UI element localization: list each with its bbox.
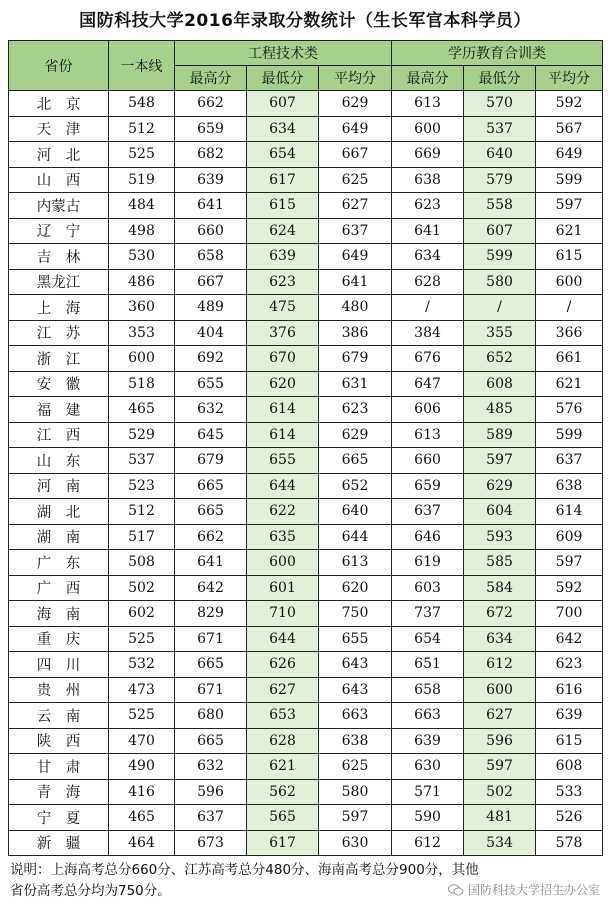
cell-eng-max: 659 <box>175 116 247 142</box>
cell-benchmark: 465 <box>109 805 175 831</box>
cell-edu-min: 629 <box>464 473 536 499</box>
cell-edu-max: 628 <box>392 269 464 295</box>
header-eng-min: 最低分 <box>247 66 319 91</box>
cell-eng-min: 634 <box>247 116 319 142</box>
cell-benchmark: 537 <box>109 448 175 474</box>
cell-edu-avg: 578 <box>536 830 603 856</box>
table-row <box>9 193 603 219</box>
table-row <box>9 499 603 525</box>
cell-province: 天 津 <box>9 116 109 142</box>
cell-eng-min: 655 <box>247 448 319 474</box>
cell-edu-max: 638 <box>392 167 464 193</box>
cell-benchmark: 490 <box>109 754 175 780</box>
cell-edu-min: / <box>464 295 536 321</box>
cell-eng-max: 671 <box>175 626 247 652</box>
cell-benchmark: 517 <box>109 524 175 550</box>
cell-eng-avg: 641 <box>319 269 392 295</box>
cell-eng-avg: 643 <box>319 652 392 678</box>
cell-benchmark: 532 <box>109 652 175 678</box>
cell-eng-min: 562 <box>247 779 319 805</box>
table-body <box>9 91 603 856</box>
cell-eng-min: 639 <box>247 244 319 270</box>
cell-edu-max: 646 <box>392 524 464 550</box>
cell-province: 陕 西 <box>9 728 109 754</box>
cell-province: 海 南 <box>9 601 109 627</box>
cell-edu-min: 597 <box>464 448 536 474</box>
cell-province: 贵 州 <box>9 677 109 703</box>
cell-eng-max: 660 <box>175 218 247 244</box>
cell-eng-max: 641 <box>175 550 247 576</box>
cell-eng-min: 376 <box>247 320 319 346</box>
cell-edu-avg: 615 <box>536 244 603 270</box>
cell-edu-max: / <box>392 295 464 321</box>
cell-edu-max: 651 <box>392 652 464 678</box>
cell-province: 内蒙古 <box>9 193 109 219</box>
cell-edu-min: 579 <box>464 167 536 193</box>
cell-edu-avg: 616 <box>536 677 603 703</box>
header-eng-max: 最高分 <box>175 66 247 91</box>
cell-eng-min: 624 <box>247 218 319 244</box>
table-header <box>9 41 603 91</box>
cell-edu-min: 355 <box>464 320 536 346</box>
cell-edu-max: 590 <box>392 805 464 831</box>
cell-benchmark: 508 <box>109 550 175 576</box>
cell-eng-min: 620 <box>247 371 319 397</box>
cell-province: 河 北 <box>9 142 109 168</box>
cell-edu-max: 663 <box>392 703 464 729</box>
cell-eng-min: 635 <box>247 524 319 550</box>
cell-edu-max: 737 <box>392 601 464 627</box>
cell-eng-avg: 649 <box>319 244 392 270</box>
cell-province: 浙 江 <box>9 346 109 372</box>
cell-province: 辽 宁 <box>9 218 109 244</box>
table-row <box>9 677 603 703</box>
cell-edu-avg: 661 <box>536 346 603 372</box>
cell-eng-avg: 649 <box>319 116 392 142</box>
cell-eng-avg: 655 <box>319 626 392 652</box>
cell-province: 山 西 <box>9 167 109 193</box>
cell-eng-avg: 631 <box>319 371 392 397</box>
cell-province: 广 西 <box>9 575 109 601</box>
table-row <box>9 448 603 474</box>
cell-benchmark: 484 <box>109 193 175 219</box>
cell-edu-avg: 366 <box>536 320 603 346</box>
cell-edu-min: 634 <box>464 626 536 652</box>
cell-eng-min: 653 <box>247 703 319 729</box>
cell-benchmark: 498 <box>109 218 175 244</box>
cell-edu-max: 384 <box>392 320 464 346</box>
header-edu-avg: 平均分 <box>536 66 603 91</box>
cell-province: 福 建 <box>9 397 109 423</box>
cell-edu-min: 607 <box>464 218 536 244</box>
table-row <box>9 575 603 601</box>
header-province: 省份 <box>9 41 109 91</box>
cell-edu-max: 654 <box>392 626 464 652</box>
cell-edu-avg: 599 <box>536 167 603 193</box>
table-row <box>9 830 603 856</box>
cell-eng-avg: 625 <box>319 754 392 780</box>
cell-edu-min: 596 <box>464 728 536 754</box>
cell-eng-avg: 679 <box>319 346 392 372</box>
cell-edu-max: 623 <box>392 193 464 219</box>
table-row <box>9 550 603 576</box>
cell-eng-max: 641 <box>175 193 247 219</box>
cell-edu-min: 589 <box>464 422 536 448</box>
cell-edu-min: 599 <box>464 244 536 270</box>
cell-benchmark: 470 <box>109 728 175 754</box>
cell-benchmark: 602 <box>109 601 175 627</box>
cell-eng-avg: 629 <box>319 422 392 448</box>
cell-benchmark: 525 <box>109 626 175 652</box>
cell-eng-min: 565 <box>247 805 319 831</box>
cell-edu-avg: 600 <box>536 269 603 295</box>
cell-benchmark: 530 <box>109 244 175 270</box>
cell-edu-max: 659 <box>392 473 464 499</box>
cell-eng-min: 617 <box>247 167 319 193</box>
cell-edu-avg: 649 <box>536 142 603 168</box>
cell-eng-max: 665 <box>175 499 247 525</box>
cell-edu-min: 597 <box>464 754 536 780</box>
cell-eng-avg: 627 <box>319 193 392 219</box>
cell-edu-max: 639 <box>392 728 464 754</box>
cell-edu-min: 627 <box>464 703 536 729</box>
cell-province: 北 京 <box>9 91 109 117</box>
table-row <box>9 703 603 729</box>
cell-edu-min: 558 <box>464 193 536 219</box>
cell-eng-avg: 663 <box>319 703 392 729</box>
table-row <box>9 652 603 678</box>
cell-edu-avg: 597 <box>536 550 603 576</box>
cell-benchmark: 529 <box>109 422 175 448</box>
header-edu-max: 最高分 <box>392 66 464 91</box>
cell-benchmark: 416 <box>109 779 175 805</box>
cell-province: 青 海 <box>9 779 109 805</box>
cell-edu-avg: 638 <box>536 473 603 499</box>
cell-benchmark: 512 <box>109 499 175 525</box>
table-row <box>9 422 603 448</box>
cell-eng-max: 404 <box>175 320 247 346</box>
cell-benchmark: 512 <box>109 116 175 142</box>
header-eng-avg: 平均分 <box>319 66 392 91</box>
cell-eng-max: 645 <box>175 422 247 448</box>
table-row <box>9 218 603 244</box>
cell-eng-avg: 580 <box>319 779 392 805</box>
table-row <box>9 779 603 805</box>
cell-eng-max: 658 <box>175 244 247 270</box>
cell-benchmark: 465 <box>109 397 175 423</box>
cell-eng-min: 627 <box>247 677 319 703</box>
cell-edu-min: 537 <box>464 116 536 142</box>
cell-eng-avg: 613 <box>319 550 392 576</box>
cell-eng-avg: 630 <box>319 830 392 856</box>
cell-benchmark: 548 <box>109 91 175 117</box>
cell-eng-min: 615 <box>247 193 319 219</box>
cell-edu-min: 570 <box>464 91 536 117</box>
cell-edu-max: 619 <box>392 550 464 576</box>
cell-eng-min: 475 <box>247 295 319 321</box>
cell-eng-avg: 386 <box>319 320 392 346</box>
cell-eng-avg: 640 <box>319 499 392 525</box>
cell-edu-avg: 526 <box>536 805 603 831</box>
cell-province: 广 东 <box>9 550 109 576</box>
cell-eng-min: 654 <box>247 142 319 168</box>
table-row <box>9 91 603 117</box>
cell-edu-avg: 614 <box>536 499 603 525</box>
cell-province: 安 徽 <box>9 371 109 397</box>
cell-edu-min: 608 <box>464 371 536 397</box>
cell-eng-max: 596 <box>175 779 247 805</box>
cell-edu-min: 584 <box>464 575 536 601</box>
cell-eng-avg: 667 <box>319 142 392 168</box>
table-row <box>9 728 603 754</box>
cell-province: 江 苏 <box>9 320 109 346</box>
cell-eng-avg: 620 <box>319 575 392 601</box>
cell-eng-min: 607 <box>247 91 319 117</box>
cell-edu-min: 585 <box>464 550 536 576</box>
cell-edu-max: 634 <box>392 244 464 270</box>
cell-edu-max: 613 <box>392 91 464 117</box>
cell-benchmark: 464 <box>109 830 175 856</box>
table-row <box>9 142 603 168</box>
cell-benchmark: 473 <box>109 677 175 703</box>
cell-edu-max: 669 <box>392 142 464 168</box>
cell-edu-max: 613 <box>392 422 464 448</box>
cell-eng-max: 632 <box>175 397 247 423</box>
cell-eng-min: 710 <box>247 601 319 627</box>
cell-province: 甘 肃 <box>9 754 109 780</box>
table-row <box>9 320 603 346</box>
table-row <box>9 244 603 270</box>
cell-eng-min: 623 <box>247 269 319 295</box>
cell-province: 上 海 <box>9 295 109 321</box>
cell-eng-avg: 750 <box>319 601 392 627</box>
cell-benchmark: 518 <box>109 371 175 397</box>
cell-eng-max: 667 <box>175 269 247 295</box>
cell-eng-max: 665 <box>175 652 247 678</box>
cell-edu-min: 580 <box>464 269 536 295</box>
cell-eng-min: 600 <box>247 550 319 576</box>
cell-eng-max: 673 <box>175 830 247 856</box>
page-title: 国防科技大学2016年录取分数统计（生长军官本科学员） <box>79 11 531 31</box>
cell-edu-min: 640 <box>464 142 536 168</box>
table-row <box>9 805 603 831</box>
cell-eng-avg: 644 <box>319 524 392 550</box>
cell-province: 新 疆 <box>9 830 109 856</box>
cell-edu-max: 641 <box>392 218 464 244</box>
cell-edu-min: 612 <box>464 652 536 678</box>
cell-eng-max: 665 <box>175 473 247 499</box>
cell-eng-max: 692 <box>175 346 247 372</box>
cell-edu-avg: 623 <box>536 652 603 678</box>
cell-edu-max: 571 <box>392 779 464 805</box>
cell-eng-min: 628 <box>247 728 319 754</box>
header-benchmark: 一本线 <box>109 41 175 91</box>
cell-edu-max: 600 <box>392 116 464 142</box>
table-row <box>9 295 603 321</box>
cell-benchmark: 353 <box>109 320 175 346</box>
cell-eng-max: 639 <box>175 167 247 193</box>
cell-eng-avg: 637 <box>319 218 392 244</box>
cell-eng-min: 644 <box>247 473 319 499</box>
table-row <box>9 346 603 372</box>
cell-province: 四 川 <box>9 652 109 678</box>
cell-edu-avg: 615 <box>536 728 603 754</box>
table-row <box>9 167 603 193</box>
cell-benchmark: 525 <box>109 703 175 729</box>
cell-edu-avg: 576 <box>536 397 603 423</box>
cell-eng-avg: 480 <box>319 295 392 321</box>
cell-province: 重 庆 <box>9 626 109 652</box>
cell-eng-min: 617 <box>247 830 319 856</box>
cell-eng-max: 680 <box>175 703 247 729</box>
cell-eng-avg: 643 <box>319 677 392 703</box>
table-row <box>9 371 603 397</box>
header-group-engineering: 工程技术类 <box>175 41 392 66</box>
cell-eng-max: 662 <box>175 524 247 550</box>
cell-edu-max: 647 <box>392 371 464 397</box>
cell-eng-min: 621 <box>247 754 319 780</box>
cell-benchmark: 502 <box>109 575 175 601</box>
cell-eng-max: 662 <box>175 91 247 117</box>
cell-eng-min: 601 <box>247 575 319 601</box>
cell-eng-max: 655 <box>175 371 247 397</box>
cell-edu-avg: 637 <box>536 448 603 474</box>
cell-province: 云 南 <box>9 703 109 729</box>
cell-edu-avg: 608 <box>536 754 603 780</box>
cell-province: 河 南 <box>9 473 109 499</box>
cell-eng-min: 626 <box>247 652 319 678</box>
cell-edu-avg: 621 <box>536 371 603 397</box>
cell-edu-avg: 609 <box>536 524 603 550</box>
table-row <box>9 397 603 423</box>
cell-benchmark: 519 <box>109 167 175 193</box>
cell-edu-min: 652 <box>464 346 536 372</box>
cell-eng-max: 632 <box>175 754 247 780</box>
footnote-line-1: 说明：上海高考总分660分、江苏高考总分480分、海南高考总分900分，其他 <box>10 862 479 878</box>
cell-edu-avg: 533 <box>536 779 603 805</box>
cell-eng-avg: 597 <box>319 805 392 831</box>
cell-edu-min: 672 <box>464 601 536 627</box>
cell-province: 湖 南 <box>9 524 109 550</box>
cell-province: 山 东 <box>9 448 109 474</box>
cell-eng-max: 665 <box>175 728 247 754</box>
cell-eng-avg: 665 <box>319 448 392 474</box>
cell-edu-max: 603 <box>392 575 464 601</box>
cell-edu-min: 485 <box>464 397 536 423</box>
cell-edu-avg: 621 <box>536 218 603 244</box>
cell-edu-min: 502 <box>464 779 536 805</box>
cell-benchmark: 486 <box>109 269 175 295</box>
cell-eng-min: 670 <box>247 346 319 372</box>
cell-benchmark: 360 <box>109 295 175 321</box>
cell-eng-min: 614 <box>247 397 319 423</box>
cell-province: 宁 夏 <box>9 805 109 831</box>
cell-edu-avg: 700 <box>536 601 603 627</box>
table-row <box>9 116 603 142</box>
cell-edu-max: 676 <box>392 346 464 372</box>
cell-edu-avg: 592 <box>536 91 603 117</box>
cell-benchmark: 523 <box>109 473 175 499</box>
footnote-line-2: 省份高考总分均为750分。 <box>10 883 171 899</box>
cell-eng-max: 829 <box>175 601 247 627</box>
header-group-education: 学历教育合训类 <box>392 41 603 66</box>
cell-eng-min: 644 <box>247 626 319 652</box>
cell-eng-min: 622 <box>247 499 319 525</box>
table-row <box>9 524 603 550</box>
table-row <box>9 626 603 652</box>
cell-edu-max: 660 <box>392 448 464 474</box>
cell-edu-min: 534 <box>464 830 536 856</box>
table-row <box>9 473 603 499</box>
cell-eng-avg: 638 <box>319 728 392 754</box>
cell-benchmark: 600 <box>109 346 175 372</box>
cell-province: 黑龙江 <box>9 269 109 295</box>
cell-province: 湖 北 <box>9 499 109 525</box>
cell-edu-min: 481 <box>464 805 536 831</box>
watermark <box>446 881 602 898</box>
cell-edu-max: 637 <box>392 499 464 525</box>
cell-edu-min: 600 <box>464 677 536 703</box>
cell-eng-max: 679 <box>175 448 247 474</box>
wechat-icon <box>448 884 464 896</box>
cell-benchmark: 525 <box>109 142 175 168</box>
cell-eng-max: 671 <box>175 677 247 703</box>
cell-eng-max: 642 <box>175 575 247 601</box>
cell-eng-avg: 623 <box>319 397 392 423</box>
cell-edu-avg: 592 <box>536 575 603 601</box>
header-edu-min: 最低分 <box>464 66 536 91</box>
cell-eng-max: 637 <box>175 805 247 831</box>
table-row <box>9 269 603 295</box>
watermark-text: 国防科技大学招生办公室 <box>467 883 600 897</box>
cell-edu-avg: 639 <box>536 703 603 729</box>
cell-edu-avg: 599 <box>536 422 603 448</box>
cell-eng-max: 682 <box>175 142 247 168</box>
cell-eng-avg: 652 <box>319 473 392 499</box>
cell-province: 江 西 <box>9 422 109 448</box>
cell-eng-max: 489 <box>175 295 247 321</box>
cell-edu-min: 593 <box>464 524 536 550</box>
cell-edu-max: 606 <box>392 397 464 423</box>
score-table <box>8 40 603 856</box>
cell-edu-max: 658 <box>392 677 464 703</box>
table-row <box>9 601 603 627</box>
cell-edu-avg: 567 <box>536 116 603 142</box>
cell-edu-avg: / <box>536 295 603 321</box>
cell-eng-avg: 629 <box>319 91 392 117</box>
cell-edu-avg: 597 <box>536 193 603 219</box>
cell-province: 吉 林 <box>9 244 109 270</box>
cell-edu-max: 630 <box>392 754 464 780</box>
cell-eng-avg: 625 <box>319 167 392 193</box>
cell-edu-avg: 642 <box>536 626 603 652</box>
table-row <box>9 754 603 780</box>
cell-edu-max: 612 <box>392 830 464 856</box>
cell-edu-min: 604 <box>464 499 536 525</box>
cell-eng-min: 614 <box>247 422 319 448</box>
